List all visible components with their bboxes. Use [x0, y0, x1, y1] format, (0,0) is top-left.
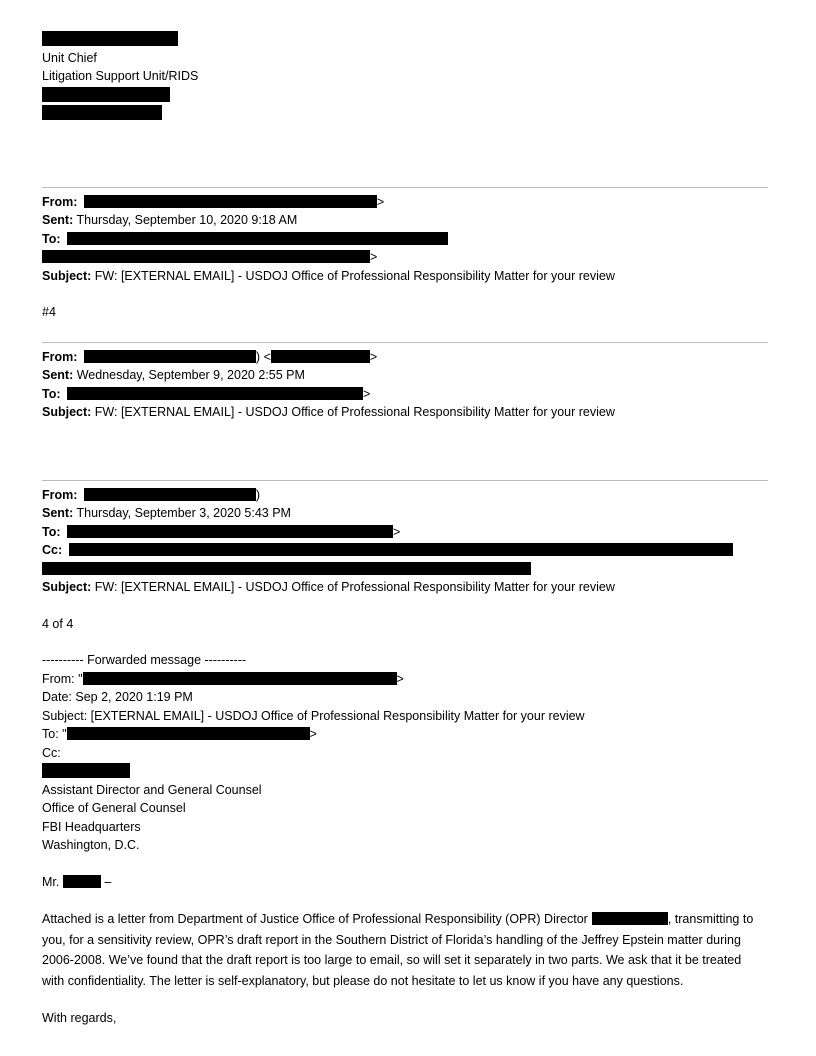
angle-bracket-open: <: [263, 349, 271, 364]
forwarded-sender-location: Washington, D.C.: [42, 838, 140, 852]
message-3-cc-row: [42, 541, 768, 560]
forwarded-sender-agency: FBI Headquarters: [42, 819, 141, 834]
message-2-from-row: [42, 348, 768, 367]
salutation-prefix: Mr.: [42, 874, 60, 889]
sent-label: Sent:: [42, 213, 74, 227]
forwarded-cc-row: [42, 744, 768, 763]
date-value: Sep 2, 2020 1:19 PM: [75, 690, 193, 704]
redaction-bar: [42, 562, 531, 575]
spacer: [42, 163, 768, 185]
sent-label: Sent:: [42, 368, 74, 382]
email-message-1: [42, 185, 768, 322]
spacer: [42, 285, 768, 303]
subject-label: Subject:: [42, 580, 92, 594]
forwarded-from-row: [42, 670, 768, 689]
redaction-bar: [63, 875, 101, 888]
angle-bracket: >: [309, 727, 317, 741]
signature-redaction-line-3: [42, 104, 768, 123]
paren-close: ): [255, 487, 261, 502]
angle-bracket: >: [396, 671, 404, 686]
redaction-bar: [67, 727, 310, 740]
forwarded-date-row: [42, 688, 768, 707]
sent-value: Thursday, September 10, 2020 9:18 AM: [76, 213, 298, 227]
to-label: To:: [42, 231, 61, 246]
signature-redaction-line-2: [42, 86, 768, 105]
message-1-subject-row: [42, 267, 768, 286]
message-2-to-row: [42, 385, 768, 404]
subject-label: Subject:: [42, 268, 92, 283]
subject-value: [EXTERNAL EMAIL] - USDOJ Office of Professional Responsibility Matter for your review: [90, 708, 585, 723]
message-1-sent-row: [42, 211, 768, 230]
forwarded-sender-office: Office of General Counsel: [42, 801, 186, 815]
spacer: [42, 633, 768, 651]
cc-label: Cc:: [42, 745, 61, 760]
from-label: From: ": [42, 671, 83, 686]
redaction-bar: [42, 87, 170, 102]
redaction-bar: [84, 488, 256, 501]
closing-line: With regards,: [42, 1011, 117, 1025]
redaction-bar: [67, 387, 363, 400]
angle-bracket: >: [376, 194, 385, 209]
forwarded-subject-row: [42, 707, 768, 726]
to-label: To: ": [42, 727, 67, 741]
message-3-cc-row-cont: [42, 560, 768, 579]
from-label: From:: [42, 194, 78, 209]
redaction-bar: [67, 232, 448, 245]
message-1-to-row: [42, 230, 768, 249]
cc-label: Cc:: [42, 543, 63, 557]
spacer: [42, 123, 768, 163]
message-divider-wrap: [42, 478, 768, 486]
body-text-part-1: Attached is a letter from Department of Justice Office of Professional Responsibility (OPR) Director: [42, 912, 588, 926]
redaction-bar: [42, 105, 162, 120]
from-label: From:: [42, 487, 78, 502]
sent-value: Thursday, September 3, 2020 5:43 PM: [76, 506, 291, 520]
message-1-to-row-cont: [42, 248, 768, 267]
spacer: [42, 422, 768, 450]
forwarded-sender-title: Assistant Director and General Counsel: [42, 782, 262, 797]
redaction-bar: [42, 31, 178, 46]
message-3-from-row: [42, 486, 768, 505]
salutation-row: [42, 873, 768, 892]
message-1-from-row: [42, 193, 768, 212]
angle-bracket: >: [370, 250, 378, 264]
signature-unit: Litigation Support Unit/RIDS: [42, 69, 199, 83]
redaction-bar: [42, 763, 130, 778]
redaction-bar: [69, 543, 733, 556]
redaction-bar: [84, 195, 377, 208]
redaction-bar: [42, 250, 370, 263]
angle-bracket: >: [369, 349, 378, 364]
redaction-bar: [67, 525, 393, 538]
redaction-bar: [84, 350, 256, 363]
message-3-to-row: [42, 523, 768, 542]
message-3-body-note: 4 of 4: [42, 616, 74, 631]
forwarded-to-row: [42, 725, 768, 744]
forwarded-divider-text: ---------- Forwarded message ----------: [42, 653, 247, 667]
to-label: To:: [42, 524, 61, 539]
paren-close: ): [255, 349, 261, 364]
forwarded-message-block: [42, 651, 768, 1028]
redaction-bar: [83, 672, 397, 685]
sent-value: Wednesday, September 9, 2020 2:55 PM: [76, 368, 305, 382]
to-label: To:: [42, 386, 61, 401]
signature-block: [42, 30, 768, 123]
message-2-sent-row: [42, 366, 768, 385]
body-paragraph: [42, 909, 760, 991]
salutation-suffix: –: [104, 874, 112, 889]
email-message-3: [42, 478, 768, 634]
subject-value: FW: [EXTERNAL EMAIL] - USDOJ Office of Professional Responsibility Matter for your review: [94, 268, 615, 283]
message-1-body-note: #4: [42, 305, 56, 319]
spacer: [42, 991, 768, 1009]
angle-bracket: >: [363, 386, 371, 401]
date-label: Date:: [42, 690, 72, 704]
email-message-2: [42, 340, 768, 422]
message-3-sent-row: [42, 504, 768, 523]
body-text-part-2: , transmitting to you, for a sensitivity review, OPR’s draft report in the Southern District of Florida’s handling of the Jeffrey Epstein matter during 2006-2008. We’ve found that the draft report is too large to email, so will set it separately in two parts. We ask that it be treated with confidentiality. The letter is self-explanatory, but please do not hesitate to let us know if you have any questions.: [42, 912, 754, 988]
spacer: [42, 450, 768, 478]
subject-label: Subject:: [42, 708, 88, 723]
redaction-bar: [592, 912, 668, 925]
message-3-subject-row: [42, 578, 768, 597]
spacer: [42, 855, 768, 873]
spacer: [42, 322, 768, 340]
spacer: [42, 597, 768, 615]
message-divider: [42, 342, 768, 344]
message-divider-wrap: [42, 185, 768, 193]
angle-bracket: >: [393, 524, 401, 539]
subject-label: Subject:: [42, 405, 92, 419]
subject-value: FW: [EXTERNAL EMAIL] - USDOJ Office of Professional Responsibility Matter for your review: [94, 405, 615, 419]
redaction-bar: [271, 350, 370, 363]
from-label: From:: [42, 349, 78, 364]
forwarded-sender-redaction: [42, 762, 768, 781]
sent-label: Sent:: [42, 506, 74, 520]
message-2-subject-row: [42, 403, 768, 422]
subject-value: FW: [EXTERNAL EMAIL] - USDOJ Office of Professional Responsibility Matter for your review: [94, 580, 615, 594]
signature-name-redaction-line: [42, 30, 768, 49]
message-divider: [42, 480, 768, 482]
message-divider-wrap: [42, 340, 768, 348]
spacer: [42, 891, 768, 909]
message-divider: [42, 187, 768, 189]
signature-title: Unit Chief: [42, 50, 97, 65]
